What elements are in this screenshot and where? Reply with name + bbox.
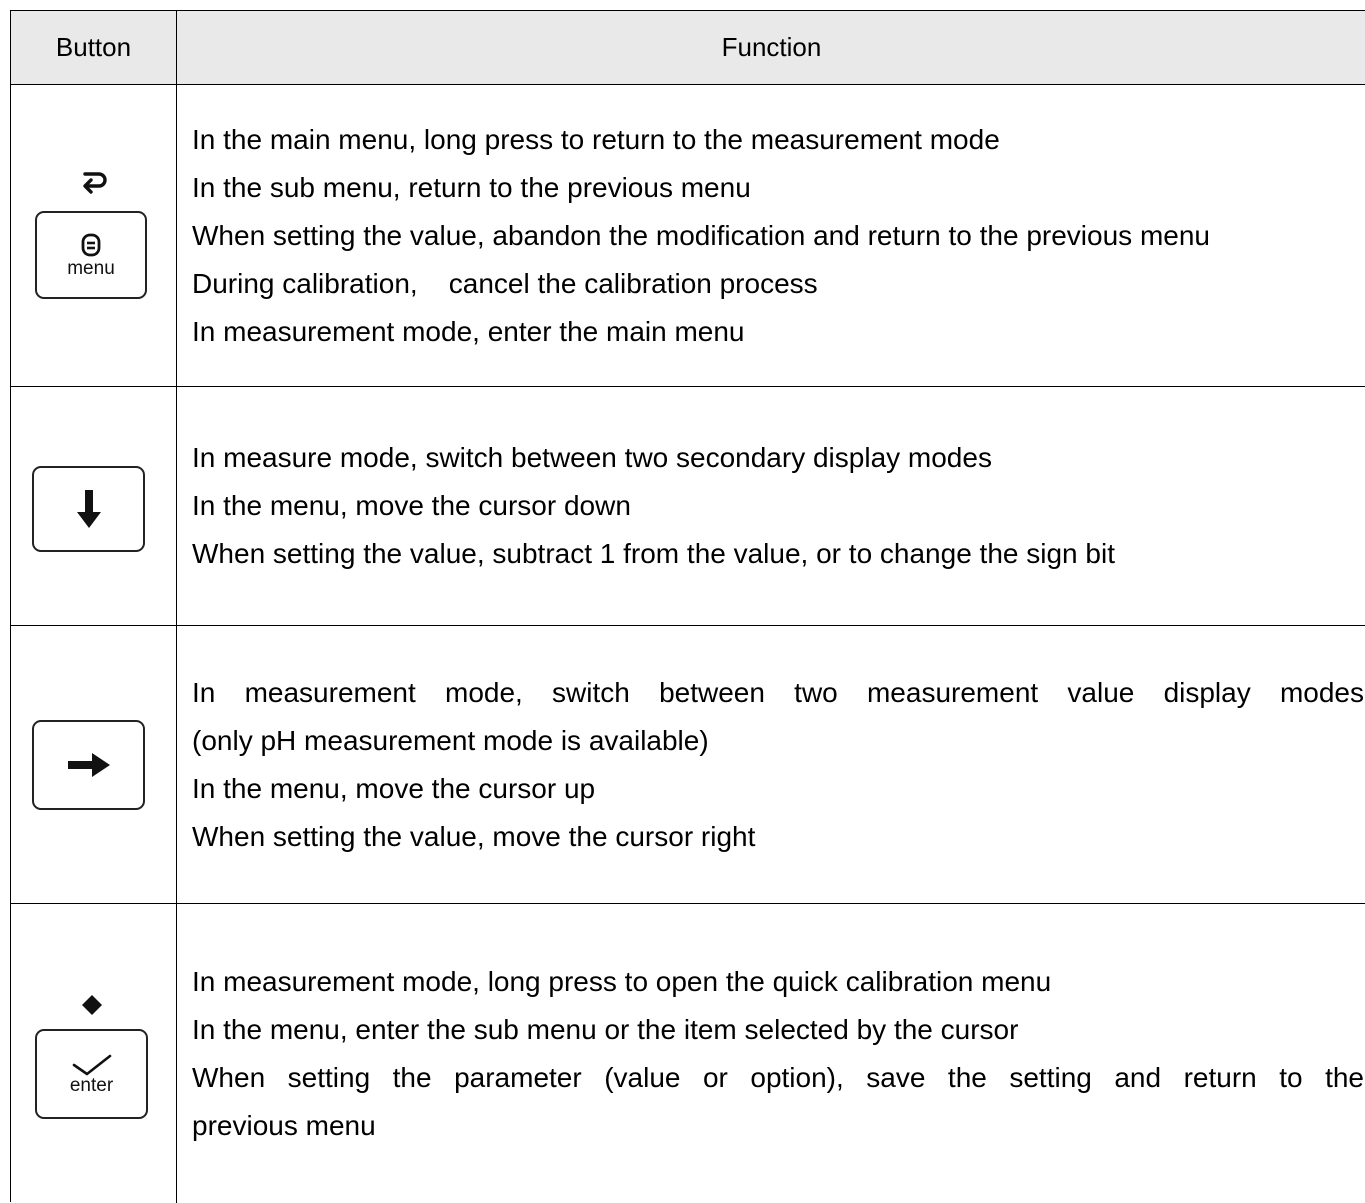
function-line: In the menu, move the cursor up — [192, 772, 596, 804]
button-cell-down — [11, 387, 177, 625]
button-cell-menu — [11, 85, 177, 386]
function-line: During calibration, cancel the calibration process — [192, 267, 818, 299]
enter-key-label: enter — [69, 1075, 114, 1096]
function-line: In the sub menu, return to the previous menu — [192, 171, 751, 203]
arrow-right-icon — [66, 750, 112, 780]
diamond-icon — [80, 993, 104, 1017]
header-function: Function — [177, 11, 1365, 85]
function-line: (only pH measurement mode is available) — [192, 724, 709, 756]
function-line: In measure mode, switch between two secondary display modes — [192, 442, 992, 473]
button-cell-right — [11, 626, 177, 903]
menu-key[interactable] — [35, 211, 147, 299]
function-cell-enter — [192, 904, 1364, 1203]
function-line: In the menu, move the cursor down — [192, 490, 631, 521]
menu-key-label: menu — [67, 258, 115, 279]
button-cell-enter — [11, 904, 177, 1203]
table-row-menu — [11, 85, 1365, 387]
function-line: When setting the value, move the cursor right — [192, 820, 756, 852]
enter-key[interactable] — [35, 1029, 148, 1119]
arrow-down-icon — [74, 488, 104, 530]
function-line: previous menu — [192, 1109, 376, 1141]
header-button: Button — [11, 11, 177, 85]
checkmark-icon — [70, 1053, 114, 1077]
button-function-table — [10, 10, 1365, 1202]
function-cell-menu — [192, 85, 1364, 386]
down-key[interactable] — [32, 466, 145, 552]
function-line: In the menu, enter the sub menu or the item selected by the cursor — [192, 1013, 1019, 1045]
function-line: In the main menu, long press to return to the measurement mode — [192, 123, 1000, 155]
function-line: When setting the value, abandon the modification and return to the previous menu — [192, 219, 1210, 251]
table-row-down — [11, 387, 1365, 626]
document-icon — [78, 232, 104, 260]
function-line: In measurement mode, switch between two measurement value display modes — [192, 676, 1364, 708]
function-cell-down — [192, 387, 1364, 625]
back-return-icon — [77, 169, 111, 195]
table-row-right — [11, 626, 1365, 904]
function-cell-right — [192, 626, 1364, 903]
right-key[interactable] — [32, 720, 145, 810]
table-row-enter — [11, 904, 1365, 1203]
function-line: In measurement mode, enter the main menu — [192, 315, 745, 347]
function-line: When setting the parameter (value or option), save the setting and return to the — [192, 1061, 1364, 1093]
function-line: When setting the value, subtract 1 from the value, or to change the sign bit — [192, 538, 1115, 569]
function-line: In measurement mode, long press to open the quick calibration menu — [192, 965, 1052, 997]
